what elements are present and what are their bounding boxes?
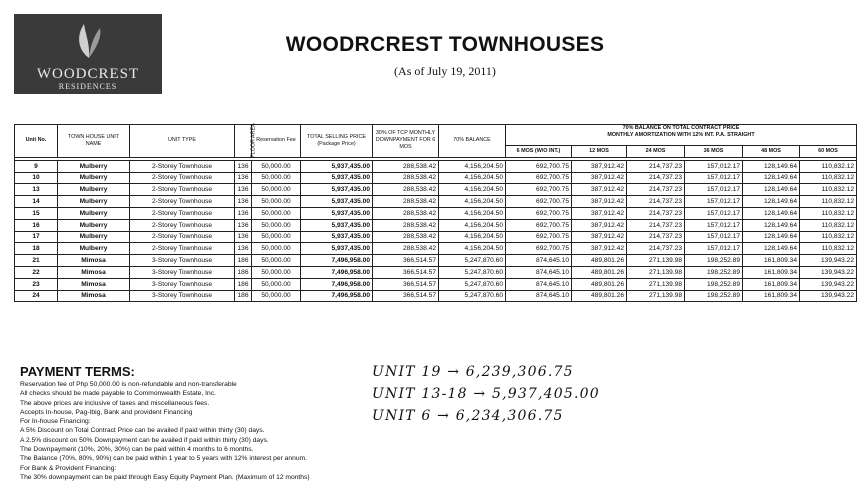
cell-down: 288,538.42 xyxy=(373,231,439,243)
cell-amortization: 110,832.12 xyxy=(800,231,857,243)
cell-res: 50,000.00 xyxy=(252,207,301,219)
cell-amortization: 128,149.64 xyxy=(743,231,800,243)
cell-area: 186 xyxy=(235,278,252,290)
cell-area: 136 xyxy=(235,219,252,231)
cell-amortization: 110,832.12 xyxy=(800,196,857,208)
cell-res: 50,000.00 xyxy=(252,255,301,267)
cell-res: 50,000.00 xyxy=(252,231,301,243)
table-body xyxy=(15,160,857,302)
cell-unit: 10 xyxy=(15,172,58,184)
cell-amortization: 692,700.75 xyxy=(506,160,572,172)
cell-tsp: 5,937,435.00 xyxy=(301,243,373,255)
cell-amortization: 128,149.64 xyxy=(743,243,800,255)
cell-amortization: 161,809.34 xyxy=(743,255,800,267)
leaf-icon xyxy=(74,20,104,60)
cell-amortization: 139,943.22 xyxy=(800,278,857,290)
cell-name: Mulberry xyxy=(58,231,130,243)
cell-amortization: 128,149.64 xyxy=(743,160,800,172)
table-row xyxy=(15,196,857,208)
cell-amortization: 874,645.10 xyxy=(506,290,572,302)
cell-down: 366,514.57 xyxy=(373,255,439,267)
cell-amortization: 128,149.64 xyxy=(743,219,800,231)
cell-name: Mulberry xyxy=(58,172,130,184)
cell-type: 2-Storey Townhouse xyxy=(130,219,235,231)
cell-amortization: 387,912.42 xyxy=(572,184,627,196)
cell-amortization: 198,252.89 xyxy=(685,266,743,278)
cell-amortization: 489,801.26 xyxy=(572,278,627,290)
cell-amortization: 157,012.17 xyxy=(685,160,743,172)
cell-type: 2-Storey Townhouse xyxy=(130,160,235,172)
cell-bal: 4,156,204.50 xyxy=(439,231,506,243)
cell-bal: 5,247,870.60 xyxy=(439,266,506,278)
page-title: WOODRCREST TOWNHOUSES xyxy=(285,33,605,56)
cell-amortization: 157,012.17 xyxy=(685,231,743,243)
cell-type: 2-Storey Townhouse xyxy=(130,184,235,196)
cell-type: 3-Storey Townhouse xyxy=(130,255,235,267)
cell-res: 50,000.00 xyxy=(252,243,301,255)
cell-amortization: 489,801.26 xyxy=(572,290,627,302)
cell-name: Mimosa xyxy=(58,266,130,278)
cell-area: 136 xyxy=(235,231,252,243)
cell-area: 136 xyxy=(235,184,252,196)
cell-amortization: 198,252.89 xyxy=(685,278,743,290)
cell-bal: 4,156,204.50 xyxy=(439,207,506,219)
cell-amortization: 198,252.89 xyxy=(685,255,743,267)
cell-amortization: 387,912.42 xyxy=(572,207,627,219)
cell-area: 136 xyxy=(235,172,252,184)
header-unit-type: UNIT TYPE xyxy=(130,125,235,158)
cell-type: 2-Storey Townhouse xyxy=(130,207,235,219)
cell-amortization: 387,912.42 xyxy=(572,231,627,243)
header-term-12: 12 MOS xyxy=(572,146,627,158)
cell-res: 50,000.00 xyxy=(252,219,301,231)
cell-amortization: 128,149.64 xyxy=(743,196,800,208)
cell-amortization: 110,832.12 xyxy=(800,160,857,172)
cell-tsp: 5,937,435.00 xyxy=(301,231,373,243)
header-group-main: 70% BALANCE ON TOTAL CONTRACT PRICE xyxy=(622,125,740,131)
cell-down: 288,538.42 xyxy=(373,243,439,255)
cell-amortization: 128,149.64 xyxy=(743,172,800,184)
cell-amortization: 110,832.12 xyxy=(800,219,857,231)
cell-down: 366,514.57 xyxy=(373,290,439,302)
cell-area: 136 xyxy=(235,207,252,219)
table-row xyxy=(15,172,857,184)
cell-amortization: 874,645.10 xyxy=(506,278,572,290)
cell-res: 50,000.00 xyxy=(252,184,301,196)
table-row xyxy=(15,243,857,255)
cell-tsp: 5,937,435.00 xyxy=(301,219,373,231)
table-row xyxy=(15,290,857,302)
cell-res: 50,000.00 xyxy=(252,278,301,290)
cell-amortization: 110,832.12 xyxy=(800,207,857,219)
header-term-6: 6 MOS (W/O INT.) xyxy=(506,146,572,158)
cell-area: 186 xyxy=(235,266,252,278)
terms-line: The Balance (70%, 80%, 90%) can be paid within 1 year to 5 years with 12% interest per annum. xyxy=(20,455,307,463)
cell-res: 50,000.00 xyxy=(252,172,301,184)
cell-amortization: 692,700.75 xyxy=(506,184,572,196)
cell-amortization: 214,737.23 xyxy=(627,207,685,219)
cell-tsp: 5,937,435.00 xyxy=(301,207,373,219)
cell-tsp: 7,496,958.00 xyxy=(301,255,373,267)
cell-name: Mulberry xyxy=(58,184,130,196)
cell-res: 50,000.00 xyxy=(252,196,301,208)
cell-amortization: 214,737.23 xyxy=(627,196,685,208)
handwritten-note-1: UNIT 19 → 6,239,306.75 xyxy=(372,364,574,380)
cell-down: 288,538.42 xyxy=(373,172,439,184)
cell-amortization: 271,139.98 xyxy=(627,266,685,278)
cell-unit: 14 xyxy=(15,196,58,208)
cell-amortization: 128,149.64 xyxy=(743,207,800,219)
cell-amortization: 139,943.22 xyxy=(800,290,857,302)
terms-line: A 5% Discount on Total Contract Price can be availed if paid within thirty (30) days. xyxy=(20,427,265,435)
cell-tsp: 5,937,435.00 xyxy=(301,172,373,184)
cell-res: 50,000.00 xyxy=(252,160,301,172)
cell-type: 3-Storey Townhouse xyxy=(130,278,235,290)
cell-unit: 15 xyxy=(15,207,58,219)
cell-bal: 5,247,870.60 xyxy=(439,290,506,302)
table-header-row xyxy=(15,125,857,146)
cell-bal: 5,247,870.60 xyxy=(439,255,506,267)
cell-unit: 16 xyxy=(15,219,58,231)
cell-amortization: 161,809.34 xyxy=(743,290,800,302)
payment-terms-list xyxy=(20,380,380,482)
cell-area: 136 xyxy=(235,196,252,208)
cell-amortization: 271,139.98 xyxy=(627,290,685,302)
cell-amortization: 157,012.17 xyxy=(685,196,743,208)
cell-type: 3-Storey Townhouse xyxy=(130,266,235,278)
cell-bal: 4,156,204.50 xyxy=(439,172,506,184)
terms-line: For Bank & Provident Financing: xyxy=(20,464,117,472)
cell-amortization: 157,012.17 xyxy=(685,184,743,196)
terms-line: A 2.5% discount on 50% Downpayment can be availed if paid within thirty (30) days. xyxy=(20,436,269,444)
header-group-sub: MONTHLY AMORTIZATION WITH 12% INT. P.A. STRAIGHT xyxy=(607,132,755,138)
header-unit-name: TOWN HOUSE UNIT NAME xyxy=(58,125,130,158)
handwritten-note-3: UNIT 6 → 6,234,306.75 xyxy=(372,408,564,424)
cell-tsp: 5,937,435.00 xyxy=(301,184,373,196)
cell-bal: 4,156,204.50 xyxy=(439,196,506,208)
table-row xyxy=(15,160,857,172)
cell-down: 288,538.42 xyxy=(373,160,439,172)
header-term-48: 48 MOS xyxy=(743,146,800,158)
price-table xyxy=(14,124,857,302)
cell-amortization: 214,737.23 xyxy=(627,160,685,172)
cell-amortization: 157,012.17 xyxy=(685,172,743,184)
cell-name: Mulberry xyxy=(58,160,130,172)
cell-amortization: 110,832.12 xyxy=(800,184,857,196)
cell-down: 366,514.57 xyxy=(373,278,439,290)
payment-terms-heading: PAYMENT TERMS: xyxy=(20,364,135,379)
cell-unit: 24 xyxy=(15,290,58,302)
cell-amortization: 692,700.75 xyxy=(506,172,572,184)
cell-amortization: 874,645.10 xyxy=(506,255,572,267)
cell-tsp: 7,496,958.00 xyxy=(301,290,373,302)
terms-line: All checks should be made payable to Commonwealth Estate, Inc. xyxy=(20,390,216,398)
cell-area: 186 xyxy=(235,290,252,302)
cell-amortization: 157,012.17 xyxy=(685,219,743,231)
cell-bal: 4,156,204.50 xyxy=(439,184,506,196)
cell-type: 3-Storey Townhouse xyxy=(130,290,235,302)
cell-unit: 9 xyxy=(15,160,58,172)
cell-tsp: 5,937,435.00 xyxy=(301,160,373,172)
cell-unit: 21 xyxy=(15,255,58,267)
header-term-60: 60 MOS xyxy=(800,146,857,158)
cell-res: 50,000.00 xyxy=(252,290,301,302)
cell-bal: 4,156,204.50 xyxy=(439,219,506,231)
cell-amortization: 271,139.98 xyxy=(627,278,685,290)
cell-name: Mimosa xyxy=(58,255,130,267)
handwritten-note-2: UNIT 13-18 → 5,937,405.00 xyxy=(372,386,600,402)
table-row xyxy=(15,266,857,278)
cell-name: Mimosa xyxy=(58,290,130,302)
cell-amortization: 214,737.23 xyxy=(627,219,685,231)
header-group-balance xyxy=(506,125,857,146)
cell-bal: 5,247,870.60 xyxy=(439,278,506,290)
header-term-24: 24 MOS xyxy=(627,146,685,158)
cell-amortization: 214,737.23 xyxy=(627,172,685,184)
cell-area: 136 xyxy=(235,160,252,172)
cell-tsp: 7,496,958.00 xyxy=(301,266,373,278)
cell-amortization: 692,700.75 xyxy=(506,196,572,208)
cell-amortization: 157,012.17 xyxy=(685,207,743,219)
header-floor-area: FLOOR AREA xyxy=(235,125,252,158)
table-row xyxy=(15,184,857,196)
cell-unit: 18 xyxy=(15,243,58,255)
cell-name: Mulberry xyxy=(58,243,130,255)
cell-amortization: 161,809.34 xyxy=(743,266,800,278)
terms-line: The 30% downpayment can be paid through Easy Equity Payment Plan. (Maximum of 12 months) xyxy=(20,473,310,481)
cell-amortization: 692,700.75 xyxy=(506,219,572,231)
cell-amortization: 692,700.75 xyxy=(506,231,572,243)
cell-down: 288,538.42 xyxy=(373,219,439,231)
terms-line: Reservation fee of Php 50,000.00 is non-refundable and non-transferable xyxy=(20,381,237,388)
terms-line: For In-house Financing: xyxy=(20,418,91,426)
cell-amortization: 387,912.42 xyxy=(572,219,627,231)
cell-amortization: 271,139.98 xyxy=(627,255,685,267)
cell-amortization: 161,809.34 xyxy=(743,278,800,290)
cell-amortization: 387,912.42 xyxy=(572,196,627,208)
logo-name: WOODCREST xyxy=(36,66,140,82)
header-term-36: 36 MOS xyxy=(685,146,743,158)
cell-unit: 17 xyxy=(15,231,58,243)
cell-unit: 13 xyxy=(15,184,58,196)
terms-line: The above prices are inclusive of taxes and miscellaneous fees. xyxy=(20,399,210,407)
cell-tsp: 5,937,435.00 xyxy=(301,196,373,208)
cell-area: 136 xyxy=(235,243,252,255)
cell-type: 2-Storey Townhouse xyxy=(130,172,235,184)
cell-name: Mulberry xyxy=(58,207,130,219)
cell-bal: 4,156,204.50 xyxy=(439,160,506,172)
cell-amortization: 874,645.10 xyxy=(506,266,572,278)
cell-down: 288,538.42 xyxy=(373,196,439,208)
cell-amortization: 387,912.42 xyxy=(572,243,627,255)
cell-type: 2-Storey Townhouse xyxy=(130,231,235,243)
cell-amortization: 214,737.23 xyxy=(627,231,685,243)
cell-unit: 23 xyxy=(15,278,58,290)
header-total-selling-price: TOTAL SELLING PRICE (Package Price) xyxy=(301,125,373,158)
cell-unit: 22 xyxy=(15,266,58,278)
header-downpayment: 30% OF TCP MONTHLY DOWNPAYMENT FOR 6 MOS xyxy=(373,125,439,158)
cell-name: Mimosa xyxy=(58,278,130,290)
header-unit-no: Unit No. xyxy=(15,125,58,158)
cell-res: 50,000.00 xyxy=(252,266,301,278)
table-row xyxy=(15,207,857,219)
cell-type: 2-Storey Townhouse xyxy=(130,243,235,255)
cell-amortization: 387,912.42 xyxy=(572,160,627,172)
woodcrest-logo xyxy=(14,14,162,94)
cell-area: 186 xyxy=(235,255,252,267)
logo-subtitle: RESIDENCES xyxy=(58,82,118,91)
cell-name: Mulberry xyxy=(58,196,130,208)
table-row xyxy=(15,255,857,267)
cell-amortization: 214,737.23 xyxy=(627,184,685,196)
cell-tsp: 7,496,958.00 xyxy=(301,278,373,290)
cell-amortization: 110,832.12 xyxy=(800,172,857,184)
cell-amortization: 128,149.64 xyxy=(743,184,800,196)
cell-down: 366,514.57 xyxy=(373,266,439,278)
as-of-date: (As of July 19, 2011) xyxy=(394,64,496,78)
cell-amortization: 139,943.22 xyxy=(800,255,857,267)
cell-amortization: 387,912.42 xyxy=(572,172,627,184)
cell-bal: 4,156,204.50 xyxy=(439,243,506,255)
cell-down: 288,538.42 xyxy=(373,207,439,219)
cell-amortization: 489,801.26 xyxy=(572,255,627,267)
table-row xyxy=(15,231,857,243)
cell-amortization: 157,012.17 xyxy=(685,243,743,255)
cell-name: Mulberry xyxy=(58,219,130,231)
table-row xyxy=(15,219,857,231)
header-reservation-fee: Reservation Fee xyxy=(252,125,301,158)
cell-amortization: 214,737.23 xyxy=(627,243,685,255)
header-balance: 70% BALANCE xyxy=(439,125,506,158)
table-row xyxy=(15,278,857,290)
terms-line: Accepts In-house, Pag-Ibig, Bank and provident Financing xyxy=(20,408,193,416)
cell-amortization: 139,943.22 xyxy=(800,266,857,278)
cell-type: 2-Storey Townhouse xyxy=(130,196,235,208)
cell-amortization: 692,700.75 xyxy=(506,243,572,255)
cell-down: 288,538.42 xyxy=(373,184,439,196)
terms-line: The Downpayment (10%, 20%, 30%) can be paid within 4 months to 6 months. xyxy=(20,446,254,454)
cell-amortization: 692,700.75 xyxy=(506,207,572,219)
cell-amortization: 489,801.26 xyxy=(572,266,627,278)
cell-amortization: 110,832.12 xyxy=(800,243,857,255)
cell-amortization: 198,252.89 xyxy=(685,290,743,302)
